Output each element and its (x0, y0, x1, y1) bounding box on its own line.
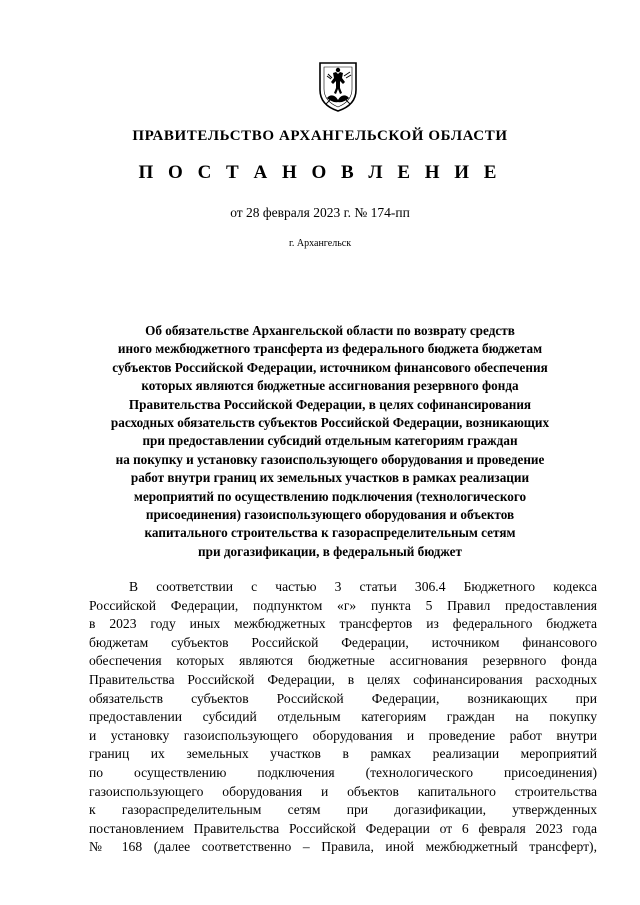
body-paragraph (89, 578, 597, 857)
subject-line: при догазификации, в федеральный бюджет (198, 543, 462, 559)
body-line: по осуществлению подключения (технологического присоединения) (89, 764, 597, 780)
subject-line: на покупку и установку газоиспользующего оборудования и проведение (115, 451, 545, 467)
subject-line: иного межбюджетного трансферта из федерального бюджета бюджетам (117, 341, 543, 357)
body-line: обязательств субъектов Российской Федерации, возникающих при (89, 690, 597, 706)
body-line: границ их земельных участков в рамках реализации мероприятий (89, 746, 597, 762)
body-line: Правительства Российской Федерации, в целях софинансирования расходных (89, 671, 597, 687)
subject-line: капитального строительства к газораспределительным сетям (144, 525, 516, 541)
body-line: бюджетам субъектов Российской Федерации, источником финансового (89, 634, 597, 650)
body-line: Российской Федерации, подпунктом «г» пункта 5 Правил предоставления (89, 597, 597, 613)
body-line: предоставлении субсидий отдельным категориям граждан на покупку (89, 709, 597, 725)
body-line: в 2023 году иных межбюджетных трансфертов из федерального бюджета (89, 616, 597, 632)
subject-line: расходных обязательств субъектов Российской Федерации, возникающих (110, 415, 550, 431)
coat-of-arms-icon (316, 60, 360, 112)
body-line: газоиспользующего оборудования и объектов капитального строительства (89, 783, 597, 799)
document-city: г. Архангельск (288, 238, 352, 249)
body-line: обеспечения которых являются бюджетные ассигнования резервного фонда (89, 653, 597, 669)
document-subject (80, 322, 580, 561)
subject-line: субъектов Российской Федерации, источником финансового обеспечения (112, 359, 548, 375)
subject-line: мероприятий по осуществлению подключения (технологического (133, 488, 527, 504)
body-line: к газораспределительным сетям при догазификации, утвержденных (89, 802, 597, 818)
subject-line: при предоставлении субсидий отдельным категориям граждан (142, 433, 518, 449)
subject-line: Правительства Российской Федерации, в целях софинансирования (128, 396, 532, 412)
body-line: постановлением Правительства Российской Федерации от 6 февраля 2023 года (89, 820, 597, 836)
organization-title: ПРАВИТЕЛЬСТВО АРХАНГЕЛЬСКОЙ ОБЛАСТИ (132, 128, 508, 144)
document-type: П О С Т А Н О В Л Е Н И Е (138, 162, 502, 183)
body-line: В соответствии с частью 3 статьи 306.4 Бюджетного кодекса (129, 579, 597, 594)
subject-line: которых являются бюджетные ассигнования резервного фонда (141, 378, 519, 394)
subject-line: присоединения) газоиспользующего оборудования и объектов (145, 507, 515, 523)
body-line: № 168 (далее соответственно – Правила, иной межбюджетный трансферт), (89, 839, 597, 855)
subject-line: работ внутри границ их земельных участков в рамках реализации (130, 470, 530, 486)
document-date-number: от 28 февраля 2023 г. № 174-пп (230, 205, 410, 220)
subject-line: Об обязательстве Архангельской области по возврату средств (145, 323, 515, 338)
body-line: и установку газоиспользующего оборудования и проведение работ внутри (89, 727, 597, 743)
